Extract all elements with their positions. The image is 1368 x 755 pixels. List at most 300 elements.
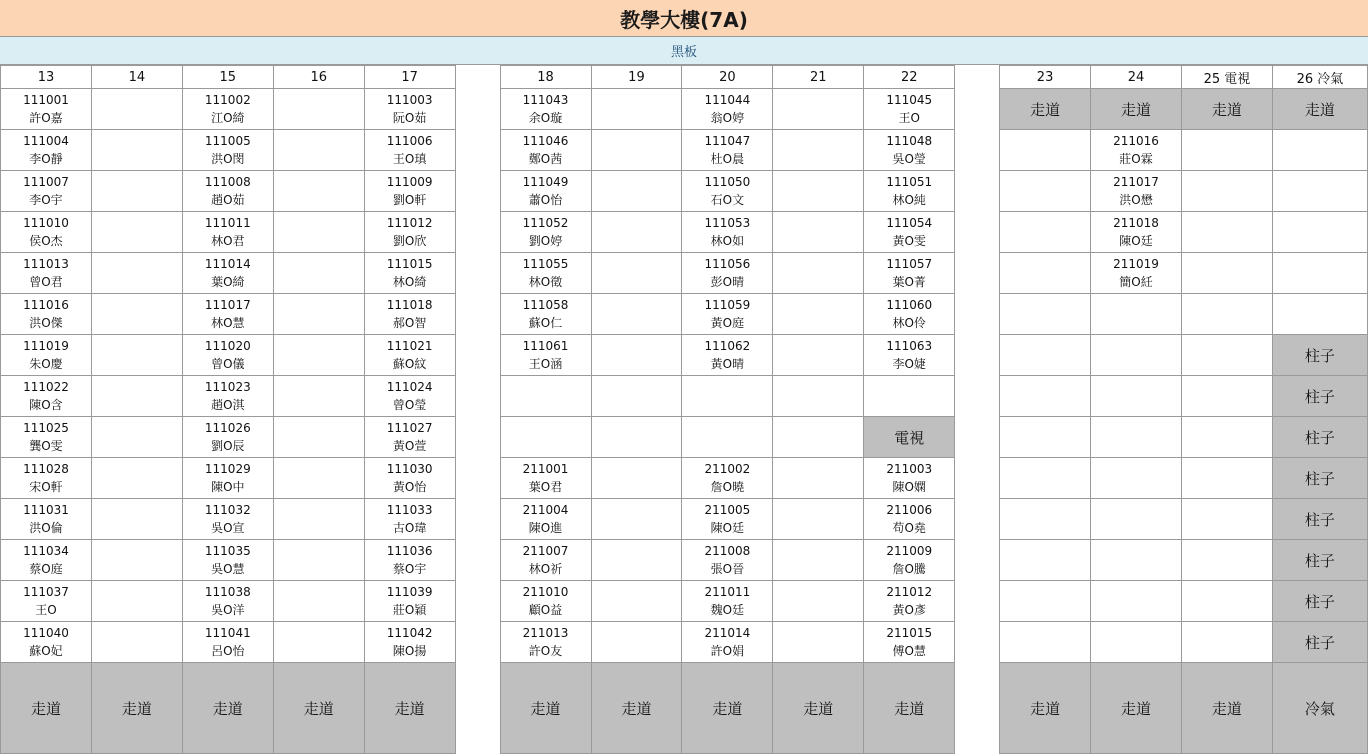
seat-cell — [182, 171, 273, 212]
student-id: 211018 — [1113, 216, 1159, 230]
seat-cell — [682, 294, 773, 335]
column-gap — [455, 89, 500, 130]
empty-seat — [773, 417, 864, 458]
empty-seat — [591, 376, 682, 417]
student-name: 劉O軒 — [392, 193, 427, 207]
seat-row — [1, 171, 1368, 212]
student-id: 111007 — [23, 175, 69, 189]
student-id: 211003 — [886, 462, 933, 476]
seat-cell — [364, 458, 455, 499]
student-name: 林O純 — [892, 193, 926, 207]
student-id: 211013 — [522, 626, 569, 640]
student-name: 蔡O宇 — [392, 562, 427, 576]
empty-seat — [91, 130, 182, 171]
student-id: 111037 — [23, 585, 69, 599]
seat-cell — [1, 171, 92, 212]
seat-cell — [1, 376, 92, 417]
pillar-cell: 柱子 — [1272, 417, 1367, 458]
student-id: 111003 — [386, 93, 433, 107]
empty-seat — [1272, 294, 1367, 335]
column-gap — [455, 376, 500, 417]
empty-seat — [1181, 499, 1272, 540]
student-id: 211011 — [704, 585, 751, 599]
student-id: 111001 — [23, 93, 69, 107]
empty-seat — [1000, 417, 1091, 458]
seat-cell — [500, 335, 591, 376]
seat-cell — [182, 335, 273, 376]
student-id: 111017 — [204, 298, 251, 312]
column-gap — [955, 540, 1000, 581]
seat-cell — [682, 171, 773, 212]
student-name: 龔O雯 — [29, 439, 63, 453]
seat-cell — [364, 622, 455, 663]
student-name: 宋O軒 — [29, 480, 63, 494]
seat-cell — [182, 458, 273, 499]
seat-cell — [182, 212, 273, 253]
empty-seat — [1272, 171, 1367, 212]
student-name: 劉O婷 — [528, 234, 563, 248]
student-id: 111027 — [386, 421, 433, 435]
seat-cell — [500, 458, 591, 499]
student-id: 211015 — [886, 626, 933, 640]
column-gap — [955, 335, 1000, 376]
empty-seat — [273, 253, 364, 294]
seat-cell — [500, 89, 591, 130]
seat-row — [1, 499, 1368, 540]
seat-cell — [682, 212, 773, 253]
empty-seat — [91, 540, 182, 581]
seat-cell — [682, 540, 773, 581]
empty-seat — [1091, 581, 1182, 622]
seat-cell — [682, 89, 773, 130]
empty-seat — [591, 89, 682, 130]
student-name: 呂O怡 — [211, 644, 245, 658]
seat-cell — [364, 171, 455, 212]
student-id: 111005 — [204, 134, 251, 148]
seat-cell — [864, 171, 955, 212]
student-name: 劉O辰 — [211, 439, 245, 453]
student-name: 朱O慶 — [29, 357, 63, 371]
empty-seat — [1000, 581, 1091, 622]
column-header: 20 — [682, 66, 773, 89]
student-id: 111031 — [23, 503, 69, 517]
empty-seat — [1000, 458, 1091, 499]
aisle-cell: 走道 — [500, 663, 591, 754]
empty-seat — [1091, 622, 1182, 663]
empty-seat — [273, 171, 364, 212]
empty-seat — [91, 499, 182, 540]
empty-seat — [1000, 212, 1091, 253]
student-name: 郝O智 — [392, 316, 427, 330]
column-gap — [955, 253, 1000, 294]
empty-seat — [500, 417, 591, 458]
student-name: 詹O曉 — [710, 480, 745, 494]
student-id: 211016 — [1113, 134, 1159, 148]
student-name: 吳O宣 — [211, 521, 245, 535]
empty-seat — [1181, 335, 1272, 376]
empty-seat — [773, 376, 864, 417]
student-id: 111032 — [204, 503, 251, 517]
student-name: 顧O益 — [528, 603, 563, 617]
seat-row — [1, 212, 1368, 253]
student-name: 王O — [898, 111, 920, 125]
student-id: 111006 — [386, 134, 433, 148]
student-id: 111046 — [522, 134, 569, 148]
empty-seat — [591, 212, 682, 253]
student-id: 111041 — [204, 626, 251, 640]
seat-row — [1, 622, 1368, 663]
student-id: 111016 — [23, 298, 69, 312]
column-gap — [955, 458, 1000, 499]
pillar-cell: 柱子 — [1272, 622, 1367, 663]
column-gap — [955, 171, 1000, 212]
student-id: 111036 — [386, 544, 433, 558]
seat-cell — [1, 212, 92, 253]
student-name: 曾O君 — [29, 275, 63, 289]
seat-cell — [364, 253, 455, 294]
empty-seat — [1091, 540, 1182, 581]
column-header: 16 — [273, 66, 364, 89]
student-name: 劉O欣 — [392, 234, 427, 248]
empty-seat — [1181, 171, 1272, 212]
student-name: 洪O傑 — [29, 316, 63, 330]
seat-cell — [864, 581, 955, 622]
seat-cell — [682, 130, 773, 171]
empty-seat — [773, 499, 864, 540]
seat-cell — [864, 130, 955, 171]
seat-cell — [682, 253, 773, 294]
seat-row — [1, 294, 1368, 335]
student-id: 111013 — [23, 257, 69, 271]
column-gap — [955, 499, 1000, 540]
student-id: 111045 — [886, 93, 933, 107]
student-name: 吳O瑩 — [892, 152, 926, 166]
seat-cell — [500, 212, 591, 253]
seat-cell — [364, 540, 455, 581]
seat-cell — [182, 499, 273, 540]
empty-seat — [91, 335, 182, 376]
empty-seat — [591, 171, 682, 212]
column-gap — [955, 66, 1000, 89]
aisle-cell: 走道 — [682, 663, 773, 754]
empty-seat — [273, 622, 364, 663]
aisle-cell: 走道 — [364, 663, 455, 754]
seat-cell — [182, 622, 273, 663]
empty-seat — [1181, 212, 1272, 253]
seat-row — [1, 89, 1368, 130]
student-name: 李O宇 — [29, 193, 63, 207]
student-id: 111044 — [704, 93, 751, 107]
student-name: 吳O洋 — [211, 603, 245, 617]
seat-cell — [1091, 253, 1182, 294]
seat-cell — [364, 335, 455, 376]
seat-cell — [1, 130, 92, 171]
student-id: 111054 — [886, 216, 933, 230]
column-header: 24 — [1091, 66, 1182, 89]
blackboard-label: 黑板 — [0, 37, 1368, 65]
student-name: 鄭O茜 — [528, 152, 563, 166]
student-name: 林O徵 — [528, 275, 563, 289]
seat-cell — [1, 581, 92, 622]
pillar-cell: 柱子 — [1272, 335, 1367, 376]
aisle-cell: 走道 — [273, 663, 364, 754]
student-id: 211001 — [522, 462, 569, 476]
student-name: 翁O婷 — [710, 111, 745, 125]
student-name: 傅O慧 — [892, 644, 926, 658]
student-id: 111014 — [204, 257, 251, 271]
column-gap — [955, 622, 1000, 663]
seat-cell — [182, 130, 273, 171]
pillar-cell: 柱子 — [1272, 540, 1367, 581]
student-id: 111020 — [204, 339, 251, 353]
student-id: 111062 — [704, 339, 751, 353]
empty-seat — [1000, 499, 1091, 540]
aisle-cell: 走道 — [1181, 663, 1272, 754]
student-id: 211002 — [704, 462, 751, 476]
student-id: 111010 — [23, 216, 69, 230]
student-name: 黃O怡 — [392, 480, 427, 494]
student-name: 吳O慧 — [211, 562, 245, 576]
student-name: 葉O綺 — [211, 275, 245, 289]
student-name: 李O靜 — [29, 152, 63, 166]
seat-cell — [864, 622, 955, 663]
student-name: 許O娟 — [710, 644, 745, 658]
student-name: 洪O閔 — [211, 152, 245, 166]
student-id: 211009 — [886, 544, 933, 558]
pillar-cell: 柱子 — [1272, 581, 1367, 622]
student-name: 莊O穎 — [392, 603, 427, 617]
empty-seat — [273, 89, 364, 130]
student-name: 葉O君 — [528, 480, 563, 494]
student-name: 杜O晨 — [710, 152, 745, 166]
column-header: 22 — [864, 66, 955, 89]
empty-seat — [1000, 335, 1091, 376]
empty-seat — [1000, 622, 1091, 663]
empty-seat — [1181, 253, 1272, 294]
student-name: 陳O廷 — [710, 521, 745, 535]
seat-row — [1, 458, 1368, 499]
student-name: 蕭O怡 — [528, 193, 563, 207]
empty-seat — [773, 171, 864, 212]
seat-cell — [1, 294, 92, 335]
column-header: 26 冷氣 — [1272, 66, 1367, 89]
student-name: 曾O儀 — [211, 357, 245, 371]
seat-cell — [182, 417, 273, 458]
aisle-cell: 走道 — [91, 663, 182, 754]
empty-seat — [1091, 294, 1182, 335]
student-name: 林O祈 — [528, 562, 563, 576]
seat-row — [1, 417, 1368, 458]
empty-seat — [1091, 417, 1182, 458]
empty-seat — [591, 417, 682, 458]
student-id: 111038 — [204, 585, 251, 599]
student-id: 111028 — [23, 462, 69, 476]
empty-seat — [1181, 458, 1272, 499]
student-id: 111004 — [23, 134, 69, 148]
empty-seat — [591, 499, 682, 540]
seat-row — [1, 581, 1368, 622]
student-id: 211007 — [522, 544, 569, 558]
empty-seat — [273, 130, 364, 171]
seat-row — [1, 130, 1368, 171]
aisle-cell: 走道 — [1000, 89, 1091, 130]
student-id: 211005 — [704, 503, 751, 517]
empty-seat — [1181, 376, 1272, 417]
empty-seat — [273, 540, 364, 581]
student-id: 111008 — [204, 175, 251, 189]
student-id: 111039 — [386, 585, 433, 599]
empty-seat — [273, 294, 364, 335]
student-id: 211004 — [522, 503, 569, 517]
student-name: 葉O菁 — [892, 275, 926, 289]
seat-cell — [1, 622, 92, 663]
column-gap — [455, 581, 500, 622]
column-gap — [455, 417, 500, 458]
student-name: 陳O廷 — [1119, 234, 1153, 248]
seat-cell — [1, 335, 92, 376]
student-name: 張O晉 — [710, 562, 745, 576]
seat-cell — [364, 581, 455, 622]
student-id: 111042 — [386, 626, 433, 640]
seat-cell — [864, 458, 955, 499]
aisle-row — [1, 663, 1368, 754]
student-name: 林O綺 — [392, 275, 427, 289]
student-name: 林O慧 — [211, 316, 245, 330]
student-id: 111018 — [386, 298, 433, 312]
column-header: 25 電視 — [1181, 66, 1272, 89]
empty-seat — [773, 294, 864, 335]
empty-seat — [591, 458, 682, 499]
student-id: 111050 — [704, 175, 751, 189]
seat-cell — [182, 253, 273, 294]
aisle-cell: 走道 — [1181, 89, 1272, 130]
student-id: 111055 — [522, 257, 569, 271]
empty-seat — [864, 376, 955, 417]
student-id: 111053 — [704, 216, 751, 230]
aisle-cell: 走道 — [864, 663, 955, 754]
seat-cell — [1, 540, 92, 581]
empty-seat — [1091, 376, 1182, 417]
empty-seat — [273, 335, 364, 376]
student-name: 阮O茹 — [392, 111, 427, 125]
empty-seat — [773, 130, 864, 171]
seat-cell — [182, 294, 273, 335]
seat-cell — [364, 89, 455, 130]
student-name: 曾O瑩 — [392, 398, 427, 412]
seat-cell — [864, 253, 955, 294]
student-id: 111052 — [522, 216, 569, 230]
aisle-cell: 走道 — [773, 663, 864, 754]
student-id: 111047 — [704, 134, 751, 148]
student-id: 111015 — [386, 257, 433, 271]
seat-cell — [500, 130, 591, 171]
student-id: 111026 — [204, 421, 251, 435]
empty-seat — [591, 540, 682, 581]
empty-seat — [273, 499, 364, 540]
empty-seat — [91, 417, 182, 458]
seat-row — [1, 335, 1368, 376]
empty-seat — [773, 253, 864, 294]
empty-seat — [91, 253, 182, 294]
empty-seat — [91, 212, 182, 253]
empty-seat — [1181, 540, 1272, 581]
student-name: 彭O晴 — [710, 275, 745, 289]
student-name: 陳O嫻 — [892, 480, 926, 494]
student-name: 苟O堯 — [892, 521, 926, 535]
aisle-cell: 走道 — [1091, 663, 1182, 754]
seat-cell — [682, 622, 773, 663]
column-gap — [455, 663, 500, 754]
student-id: 111025 — [23, 421, 69, 435]
student-id: 111009 — [386, 175, 433, 189]
student-id: 111019 — [23, 339, 69, 353]
student-name: 黃O晴 — [710, 357, 745, 371]
student-name: 蘇O紋 — [392, 357, 427, 371]
student-name: 王O瑱 — [392, 152, 427, 166]
empty-seat — [273, 417, 364, 458]
student-name: 莊O霖 — [1119, 152, 1153, 166]
seat-cell — [500, 253, 591, 294]
column-gap — [455, 335, 500, 376]
empty-seat — [273, 581, 364, 622]
empty-seat — [91, 581, 182, 622]
student-name: 江O綺 — [211, 111, 245, 125]
aisle-cell: 走道 — [1, 663, 92, 754]
student-id: 111051 — [886, 175, 933, 189]
seat-cell — [1, 499, 92, 540]
column-gap — [955, 581, 1000, 622]
seat-cell — [1, 458, 92, 499]
student-id: 111057 — [886, 257, 933, 271]
empty-seat — [1000, 540, 1091, 581]
empty-seat — [591, 130, 682, 171]
pillar-cell: 柱子 — [1272, 376, 1367, 417]
student-id: 111048 — [886, 134, 933, 148]
empty-seat — [591, 294, 682, 335]
student-id: 111022 — [23, 380, 69, 394]
student-id: 211014 — [704, 626, 751, 640]
seat-cell — [364, 376, 455, 417]
seat-cell — [500, 581, 591, 622]
student-id: 111012 — [386, 216, 433, 230]
seat-row — [1, 540, 1368, 581]
student-name: 黃O庭 — [710, 316, 745, 330]
seat-cell — [500, 540, 591, 581]
column-gap — [455, 253, 500, 294]
column-gap — [455, 540, 500, 581]
empty-seat — [91, 171, 182, 212]
student-id: 111056 — [704, 257, 751, 271]
student-name: 許O友 — [528, 644, 563, 658]
student-name: 蘇O妃 — [29, 644, 63, 658]
pillar-cell: 柱子 — [1272, 458, 1367, 499]
student-name: 陳O進 — [528, 521, 563, 535]
page-title: 教學大樓(7A) — [0, 0, 1368, 37]
column-gap — [955, 417, 1000, 458]
student-name: 李O婕 — [892, 357, 926, 371]
column-gap — [455, 171, 500, 212]
column-header: 19 — [591, 66, 682, 89]
empty-seat — [1181, 581, 1272, 622]
seat-cell — [364, 212, 455, 253]
seating-table — [0, 65, 1368, 754]
student-id: 111063 — [886, 339, 933, 353]
empty-seat — [773, 458, 864, 499]
column-header: 18 — [500, 66, 591, 89]
empty-seat — [1091, 458, 1182, 499]
seat-cell — [864, 499, 955, 540]
student-name: 魏O廷 — [710, 603, 745, 617]
